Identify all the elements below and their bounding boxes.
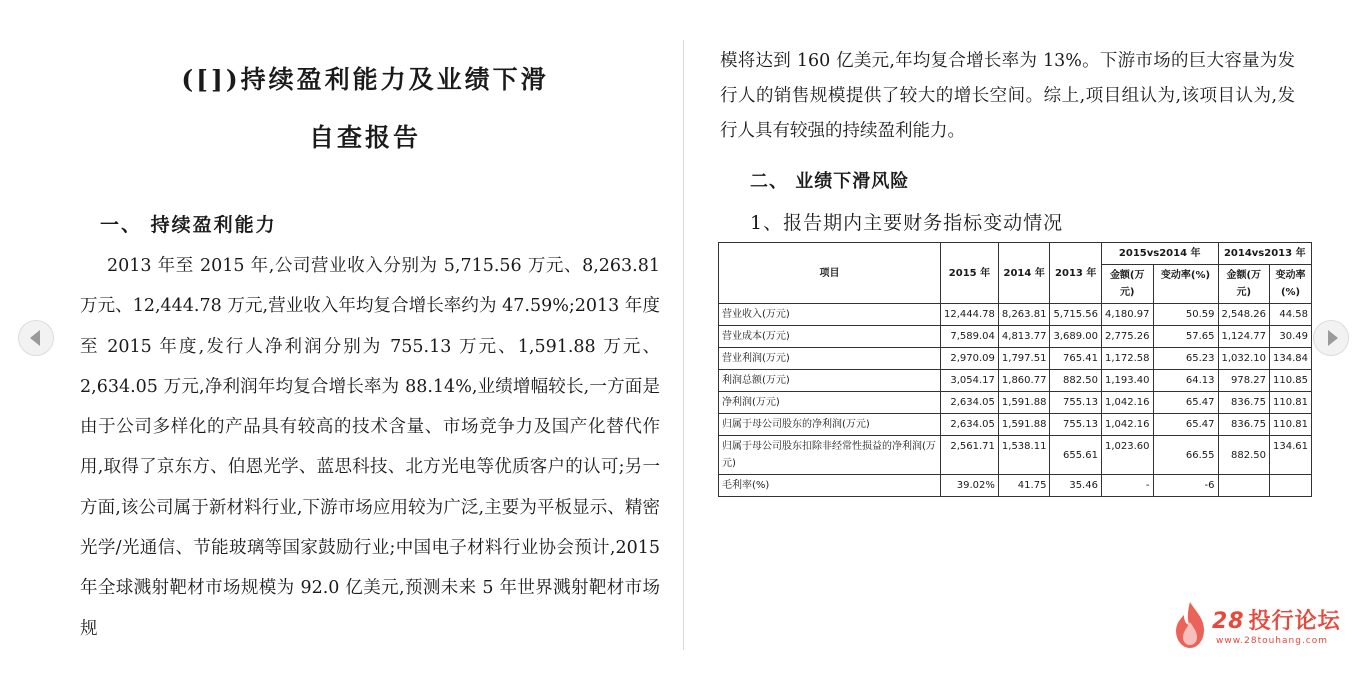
header-item: 项目 [719, 243, 941, 304]
value-2013: 882.50 [1050, 370, 1102, 392]
rate-2 [1270, 475, 1312, 497]
value-2013: 755.13 [1050, 392, 1102, 414]
value-2015: 2,561.71 [941, 436, 999, 475]
flame-icon [1170, 600, 1210, 650]
amount-1: - [1101, 475, 1153, 497]
amount-2: 1,032.10 [1218, 348, 1270, 370]
value-2014: 1,591.88 [998, 414, 1050, 436]
value-2015: 12,444.78 [941, 304, 999, 326]
rate-2: 110.81 [1270, 392, 1312, 414]
row-item: 营业成本(万元) [719, 326, 941, 348]
amount-1: 2,775.26 [1101, 326, 1153, 348]
table-row [719, 304, 1312, 326]
site-watermark [1170, 598, 1360, 658]
rate-2: 110.81 [1270, 414, 1312, 436]
amount-1: 1,023.60 [1101, 436, 1153, 475]
row-item: 净利润(万元) [719, 392, 941, 414]
section1-heading: 一、 持续盈利能力 [100, 214, 277, 236]
row-item: 归属于母公司股东扣除非经常性损益的净利润(万元) [719, 436, 941, 475]
watermark-brand: 28 投行论坛 [1212, 609, 1341, 634]
row-item: 归属于母公司股东的净利润(万元) [719, 414, 941, 436]
rate-1: 57.65 [1153, 326, 1218, 348]
report-title: ([])持续盈利能力及业绩下滑 [181, 65, 549, 94]
row-item: 毛利率(%) [719, 475, 941, 497]
table-row [719, 370, 1312, 392]
rate-1: 65.47 [1153, 392, 1218, 414]
value-2013: 655.61 [1050, 436, 1102, 475]
amount-1: 1,172.58 [1101, 348, 1153, 370]
row-item: 营业收入(万元) [719, 304, 941, 326]
next-page-button[interactable] [1313, 320, 1349, 356]
amount-2: 1,124.77 [1218, 326, 1270, 348]
amount-2 [1218, 475, 1270, 497]
value-2015: 2,634.05 [941, 392, 999, 414]
rate-2: 44.58 [1270, 304, 1312, 326]
prev-page-button[interactable] [18, 320, 54, 356]
header-change: 变动率(%) [1153, 265, 1218, 304]
rate-1: 64.13 [1153, 370, 1218, 392]
value-2015: 7,589.04 [941, 326, 999, 348]
header-amount: 金额(万元) [1218, 265, 1270, 304]
value-2014: 1,591.88 [998, 392, 1050, 414]
continued-paragraph: 模将达到 160 亿美元,年均复合增长率为 13%。下游市场的巨大容量为发行人的销售规模提供了较大的增长空间。综上,项目组认为,该项目认为,发行人具有较强的持续盈利能力。 [720, 51, 1295, 141]
header-group-2014vs2013: 2014vs2013 年 [1218, 243, 1312, 265]
rate-2: 110.85 [1270, 370, 1312, 392]
table-caption: 1、报告期内主要财务指标变动情况 [750, 212, 1064, 234]
table-header-row [719, 243, 1312, 265]
header-group-2015vs2014: 2015vs2014 年 [1101, 243, 1218, 265]
amount-1: 1,193.40 [1101, 370, 1153, 392]
amount-2: 978.27 [1218, 370, 1270, 392]
value-2013: 35.46 [1050, 475, 1102, 497]
amount-2: 836.75 [1218, 392, 1270, 414]
table-row [719, 392, 1312, 414]
value-2015: 2,634.05 [941, 414, 999, 436]
value-2014: 1,797.51 [998, 348, 1050, 370]
rate-1: 66.55 [1153, 436, 1218, 475]
section2-heading: 二、 业绩下滑风险 [750, 171, 910, 192]
header-amount: 金额(万元) [1101, 265, 1153, 304]
amount-1: 1,042.16 [1101, 392, 1153, 414]
page-divider [683, 40, 684, 650]
value-2013: 5,715.56 [1050, 304, 1102, 326]
header-2014: 2014 年 [998, 243, 1050, 304]
rate-2: 30.49 [1270, 326, 1312, 348]
header-2015: 2015 年 [941, 243, 999, 304]
table-row [719, 326, 1312, 348]
rate-1: 50.59 [1153, 304, 1218, 326]
rate-2: 134.61 [1270, 436, 1312, 475]
rate-1: 65.23 [1153, 348, 1218, 370]
report-subtitle: 自查报告 [308, 123, 421, 152]
value-2014: 4,813.77 [998, 326, 1050, 348]
rate-2: 134.84 [1270, 348, 1312, 370]
value-2015: 2,970.09 [941, 348, 999, 370]
amount-2: 882.50 [1218, 436, 1270, 475]
rate-1: 65.47 [1153, 414, 1218, 436]
chevron-right-icon [1328, 330, 1338, 346]
row-item: 利润总额(万元) [719, 370, 941, 392]
value-2013: 765.41 [1050, 348, 1102, 370]
amount-2: 2,548.26 [1218, 304, 1270, 326]
value-2014: 1,860.77 [998, 370, 1050, 392]
chevron-left-icon [30, 330, 40, 346]
amount-2: 836.75 [1218, 414, 1270, 436]
watermark-url: www.28touhang.com [1216, 636, 1329, 646]
value-2015: 39.02% [941, 475, 999, 497]
financial-table [718, 242, 1312, 497]
rate-1: -6 [1153, 475, 1218, 497]
value-2013: 755.13 [1050, 414, 1102, 436]
table-row [719, 414, 1312, 436]
table-row [719, 475, 1312, 497]
value-2014: 1,538.11 [998, 436, 1050, 475]
header-change: 变动率(%) [1270, 265, 1312, 304]
header-2013: 2013 年 [1050, 243, 1102, 304]
value-2015: 3,054.17 [941, 370, 999, 392]
value-2013: 3,689.00 [1050, 326, 1102, 348]
value-2014: 8,263.81 [998, 304, 1050, 326]
amount-1: 4,180.97 [1101, 304, 1153, 326]
row-item: 营业利润(万元) [719, 348, 941, 370]
table-row [719, 348, 1312, 370]
section1-paragraph: 2013 年至 2015 年,公司营业收入分别为 5,715.56 万元、8,263.81 万元、12,444.78 万元,营业收入年均复合增长率约为 47.59%;2013 年度至 2015 年度,发行人净利润分别为 755.13 万元、1,591.88 万元、2,634.05 万元,净利润年均复合增长率为 88.14%,业绩增幅较长,一方面是由于公司多样化的产品具有较高的技术含量、市场竞争力及国产化替代作用,取得了京东方、伯恩光学、蓝思科技、北方光电等优质客户的认可;另一方面,该公司属于新材料行业,下游市场应用较为广泛,主要为平板显示、精密光学/光通信、节能玻璃等国家鼓励行业;中国电子材料行业协会预计,2015 年全球溅射靶材市场规模为 92.0 亿美元,预测未来 5 年世界溅射靶材市场规 [80, 256, 660, 639]
table-row [719, 436, 1312, 475]
amount-1: 1,042.16 [1101, 414, 1153, 436]
value-2014: 41.75 [998, 475, 1050, 497]
